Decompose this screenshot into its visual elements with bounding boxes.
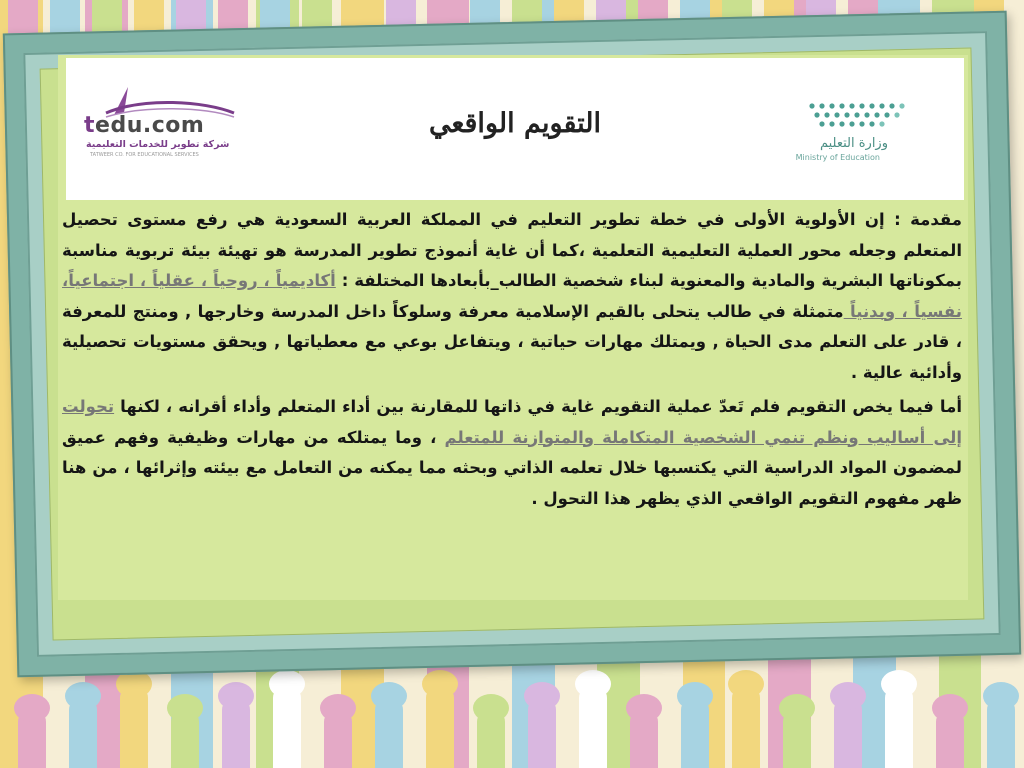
peg-knob	[371, 682, 407, 710]
ministry-name-english: Ministry of Education	[795, 153, 880, 162]
bottom-peg	[171, 708, 199, 768]
tedu-tagline: TATWEER CO. FOR EDUCATIONAL SERVICES	[90, 152, 199, 158]
paragraph2-link[interactable]: تحولت إلى أساليب ونظم تنمي الشخصية المتكاملة والمتوازنة للمتعلم	[62, 397, 962, 447]
bottom-peg	[579, 684, 607, 768]
bottom-peg	[630, 708, 658, 768]
peg-knob	[167, 694, 203, 722]
bottom-peg	[120, 684, 148, 768]
peg-knob	[830, 682, 866, 710]
paragraph2-text-before: أما فيما يخص التقويم فلم تَعدّ عملية التقويم غاية في ذاتها للمقارنة بين أداء المتعلم وأداء أقرانه ، لكنها	[114, 397, 962, 416]
bottom-peg	[987, 696, 1015, 768]
tedu-wordmark: tedu.com	[84, 113, 205, 138]
bottom-peg	[834, 696, 862, 768]
paragraph1-text-before: مقدمة : إن الأولوية الأولى في خطة تطوير التعليم في المملكة العربية السعودية هي رفع مستوى تحصيل المتعلم وجعله محور العملية التعليمية التعلمية ،كما أن غاية أنموذج تطوير المدرسة هو تهيئة بيئة تربوية مناسبة بمكوناتها البشرية والمادية والمعنوية لبناء شخصية الطالب_بأبعادها المختلفة :	[62, 210, 962, 290]
bottom-peg	[732, 684, 760, 768]
bottom-peg	[69, 696, 97, 768]
peg-knob	[575, 670, 611, 698]
peg-knob	[728, 670, 764, 698]
tedu-subtitle: شركة تطوير للخدمات التعليمية	[86, 139, 230, 150]
paragraph-evaluation	[62, 392, 962, 514]
paragraph2-text-after: ، وما يمتلكه من مهارات وظيفية وفهم عميق لمضمون المواد الدراسية التي يكتسبها خلال تعلمه الذاتي وبحثه مما يمكنه من التعامل مع بيئته وإثرائها ، من هنا ظهر مفهوم التقويم الواقعي الذي يظهر هذا التحول .	[62, 427, 962, 508]
bottom-peg	[936, 708, 964, 768]
peg-knob	[626, 694, 662, 722]
peg-knob	[779, 694, 815, 722]
bottom-peg	[885, 684, 913, 768]
peg-knob	[473, 694, 509, 722]
peg-knob	[218, 682, 254, 710]
peg-knob	[65, 682, 101, 710]
body-text	[62, 205, 962, 518]
ministry-name-arabic: وزارة التعليم	[819, 136, 888, 151]
ministry-of-education-dots-icon	[804, 100, 924, 134]
paragraph1-text-after: متمثلة في طالب يتحلى بالقيم الإسلامية معرفة وسلوكاً داخل المدرسة وخارجها , ومنتج للمعرفة ، قادر على التعلم مدى الحياة , ويمتلك مهارات حياتية ، ويتفاعل بوعي مع معطياتها , ويحقق مستويات تحصيلية وأدائية عالية .	[62, 301, 962, 382]
bottom-peg	[222, 696, 250, 768]
bottom-peg	[477, 708, 505, 768]
peg-knob	[320, 694, 356, 722]
bottom-peg	[273, 684, 301, 768]
bottom-peg	[528, 696, 556, 768]
peg-knob	[422, 670, 458, 698]
bottom-decorative-pegs	[0, 668, 1024, 768]
bottom-peg	[324, 708, 352, 768]
paragraph1-link[interactable]: أكاديمياً ، روحياً ، عقلياً ، اجتماعياً، نفسياً ، وبدنياً	[62, 271, 962, 321]
peg-knob	[14, 694, 50, 722]
peg-knob	[881, 670, 917, 698]
peg-knob	[524, 682, 560, 710]
page-title: التقويم الواقعي	[429, 108, 601, 139]
bottom-peg	[783, 708, 811, 768]
peg-knob	[932, 694, 968, 722]
bottom-peg	[375, 696, 403, 768]
peg-knob	[983, 682, 1019, 710]
bottom-peg	[681, 696, 709, 768]
peg-knob	[269, 670, 305, 698]
header-card	[66, 58, 964, 200]
bottom-peg	[426, 684, 454, 768]
ministry-of-education-logo	[795, 96, 924, 166]
paragraph-introduction	[62, 205, 962, 388]
bottom-peg	[18, 708, 46, 768]
peg-knob	[677, 682, 713, 710]
